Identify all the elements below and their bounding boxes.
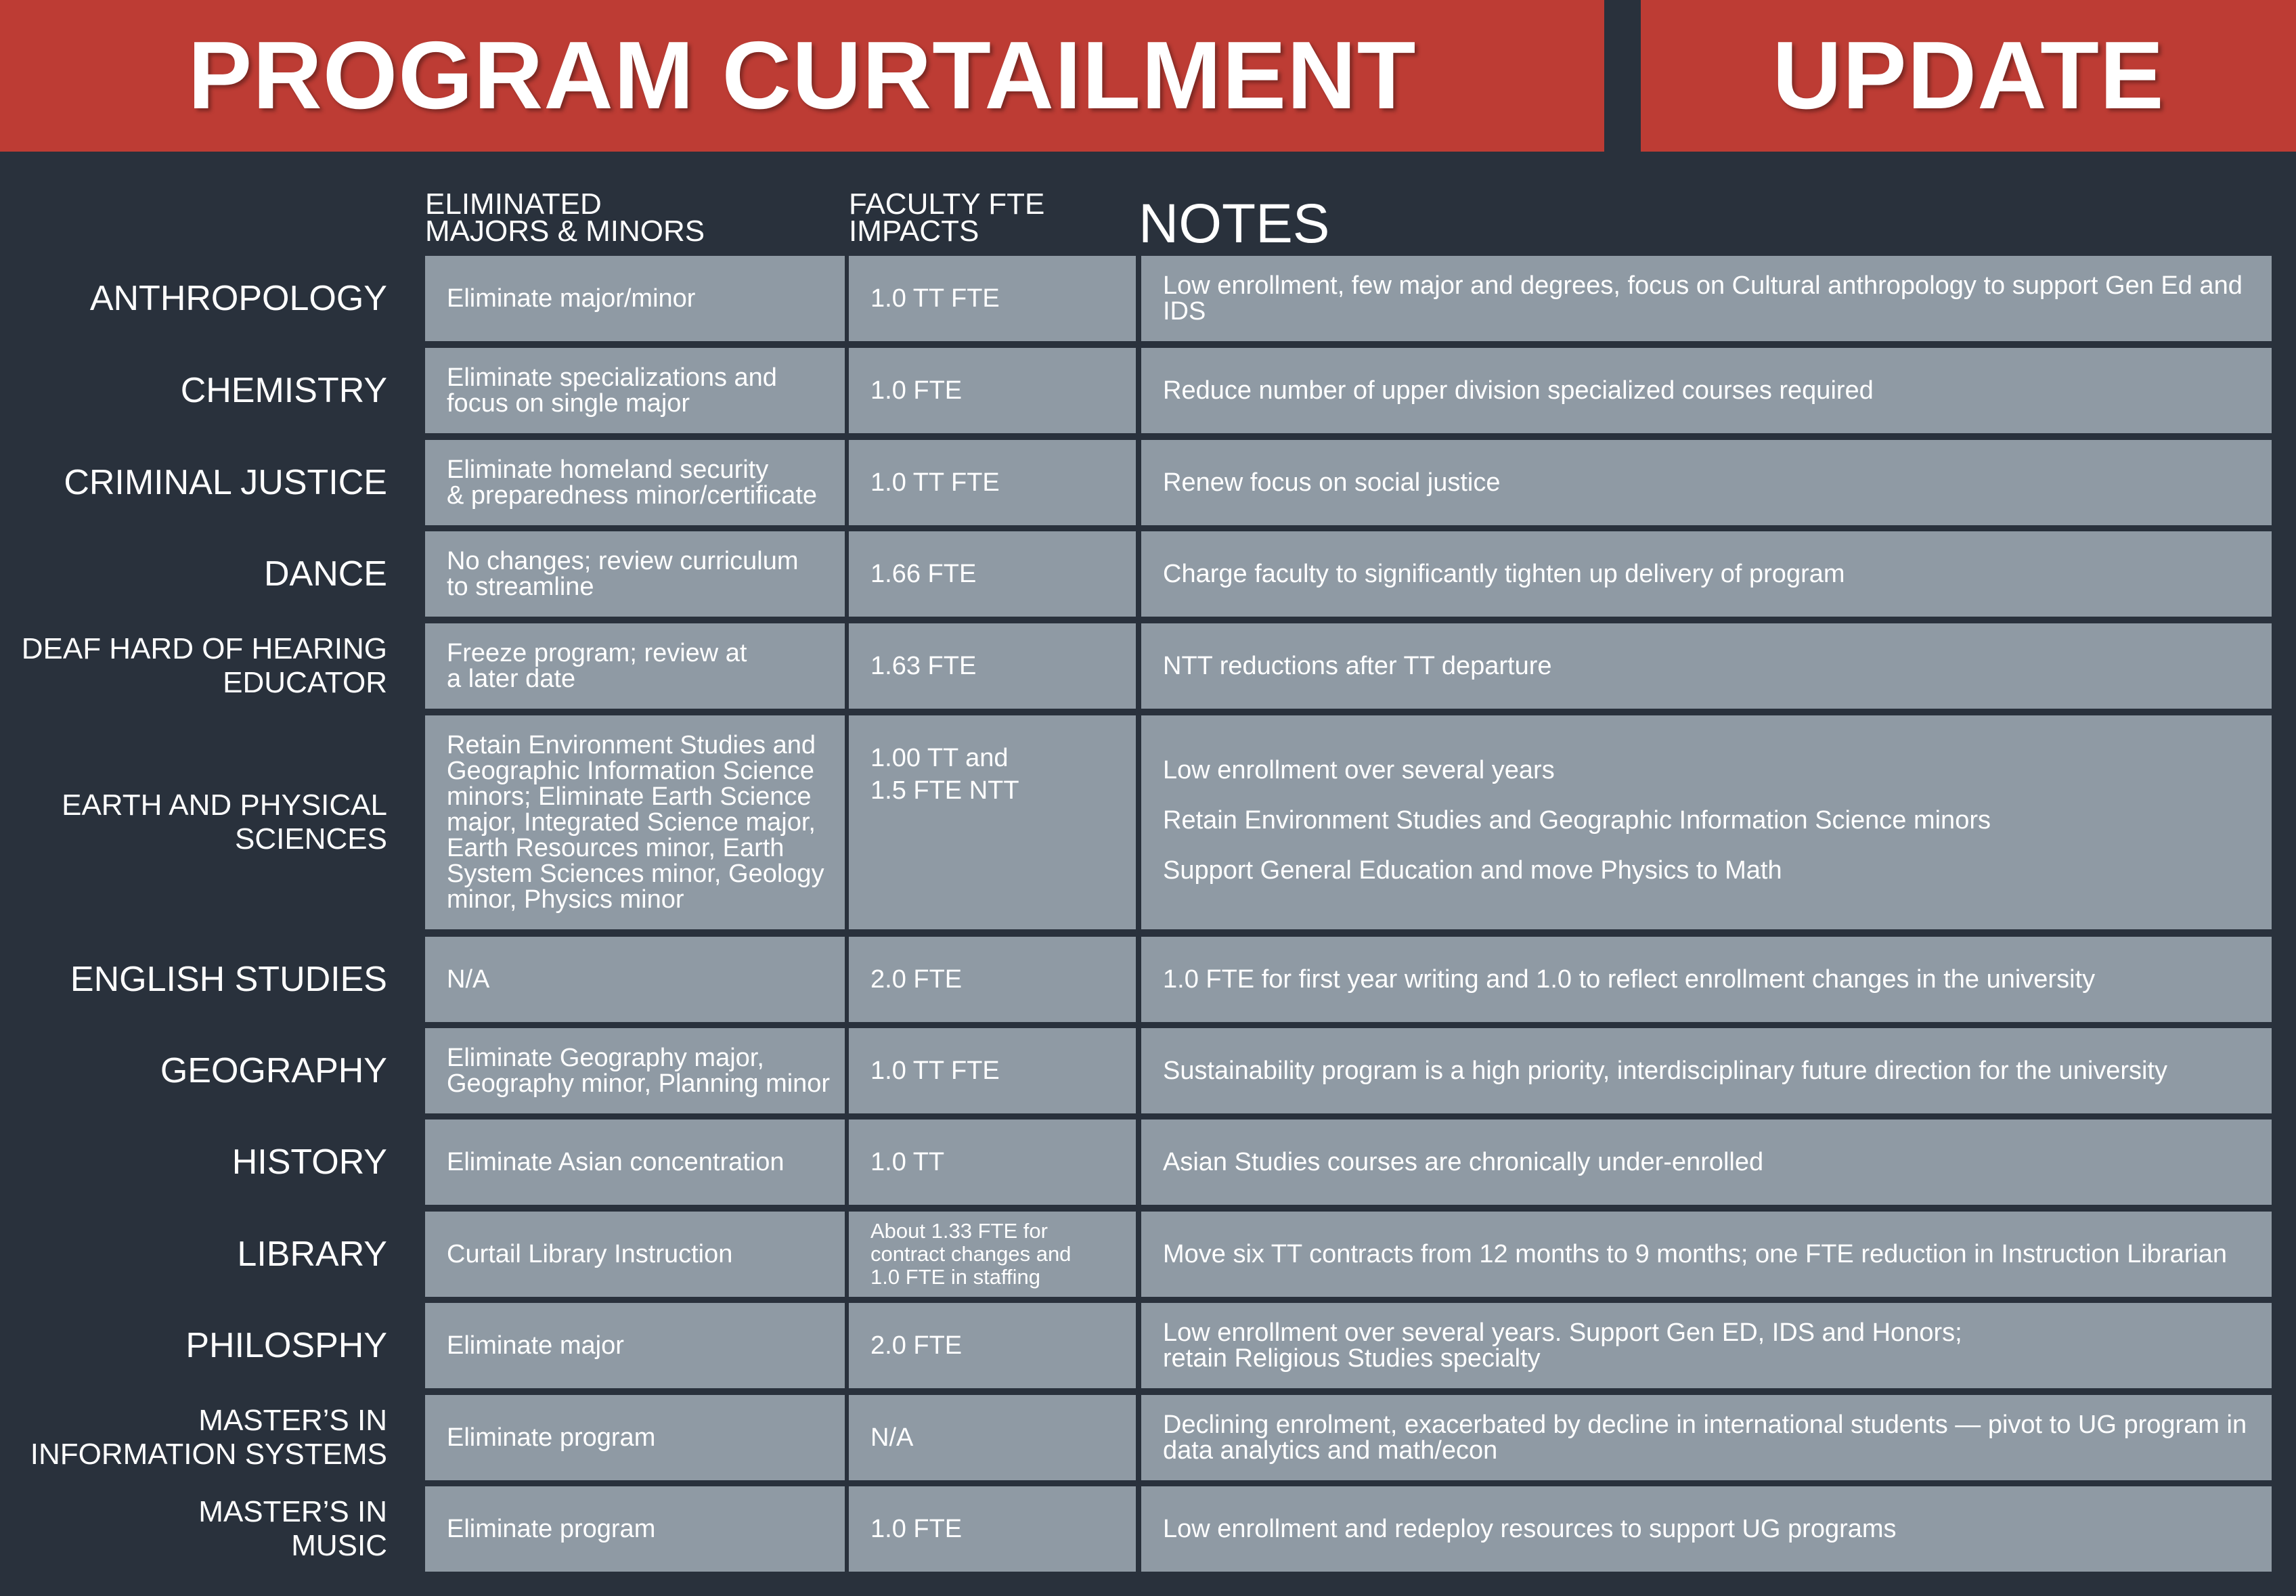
notes-text-line: Asian Studies courses are chronically under-enrolled [1163, 1148, 1764, 1176]
row-program-label [0, 1395, 387, 1480]
program-name-line: GEOGRAPHY [160, 1051, 387, 1090]
eliminated-text-line: Geographic Information Science [447, 757, 814, 785]
eliminated-text-line: minor, Physics minor [447, 885, 684, 914]
eliminated-text-line: Retain Environment Studies and [447, 731, 816, 759]
notes-cell [1141, 1395, 2272, 1480]
notes-text-line: Reduce number of upper division specialized courses required [1163, 376, 1874, 405]
eliminated-cell [425, 256, 845, 341]
column-header-fte: FACULTY FTE IMPACTS [849, 187, 1045, 248]
eliminated-text-line: Eliminate major [447, 1331, 624, 1360]
eliminated-text-line: Geography minor, Planning minor [447, 1069, 831, 1098]
program-name-line: PHILOSPHY [185, 1326, 387, 1365]
row-program-label [0, 1486, 387, 1572]
eliminated-text-line: major, Integrated Science major, [447, 808, 816, 837]
fte-text-line: 1.0 FTE [870, 376, 963, 405]
fte-text-line: 1.0 FTE in staffing [870, 1265, 1040, 1289]
program-name-line: EDUCATOR [223, 666, 387, 699]
notes-cell [1141, 1120, 2272, 1205]
eliminated-text-line: N/A [447, 965, 490, 994]
row-program-label [0, 531, 387, 617]
notes-cell [1141, 1212, 2272, 1297]
eliminated-cell [425, 440, 845, 525]
title-banner [0, 0, 1604, 152]
eliminated-cell [425, 1303, 845, 1388]
notes-text-line: Declining enrolment, exacerbated by decline in international students — pivot to UG program in [1163, 1411, 2247, 1439]
notes-cell [1141, 715, 2272, 929]
notes-cell [1141, 440, 2272, 525]
eliminated-text-line: to streamline [447, 573, 594, 601]
notes-cell [1141, 623, 2272, 709]
fte-cell [849, 1120, 1136, 1205]
fte-cell [849, 1212, 1136, 1297]
notes-text-line: Low enrollment over several years [1163, 756, 1555, 784]
eliminated-text-line: focus on single major [447, 389, 690, 418]
fte-cell [849, 348, 1136, 433]
fte-text-line: 1.0 TT FTE [870, 468, 1000, 497]
program-name-line: MASTER’S IN [198, 1495, 387, 1528]
fte-text-line: 1.00 TT and [870, 744, 1009, 772]
eliminated-cell [425, 1486, 845, 1572]
program-name-line: CRIMINAL JUSTICE [64, 463, 387, 502]
program-name-line: ANTHROPOLOGY [89, 279, 387, 318]
fte-text-line: 1.0 TT FTE [870, 1057, 1000, 1085]
notes-cell [1141, 1028, 2272, 1113]
eliminated-text-line: Eliminate program [447, 1515, 656, 1543]
eliminated-text-line: Eliminate Asian concentration [447, 1148, 785, 1176]
notes-text-line: Move six TT contracts from 12 months to 9 months; one FTE reduction in Instruction Librarian [1163, 1240, 2228, 1268]
eliminated-text-line: a later date [447, 665, 576, 693]
fte-text-line: 1.0 TT [870, 1148, 945, 1176]
row-program-label [0, 715, 387, 929]
notes-text-line: 1.0 FTE for first year writing and 1.0 to reflect enrollment changes in the university [1163, 965, 2096, 994]
program-name-line: SCIENCES [235, 822, 387, 856]
fte-cell [849, 256, 1136, 341]
program-name-line: LIBRARY [237, 1235, 387, 1274]
program-name-line: DANCE [263, 554, 387, 594]
row-program-label [0, 1120, 387, 1205]
notes-text-line: Low enrollment, few major and degrees, focus on Cultural anthropology to support Gen Ed and IDS [1163, 271, 2243, 326]
notes-cell [1141, 1303, 2272, 1388]
program-name-line: CHEMISTRY [180, 371, 387, 410]
fte-text-line: N/A [870, 1423, 914, 1452]
program-name-line: HISTORY [231, 1143, 387, 1182]
fte-text-line: 2.0 FTE [870, 1331, 963, 1360]
eliminated-text-line: System Sciences minor, Geology [447, 860, 824, 888]
fte-text-line: 1.0 TT FTE [870, 284, 1000, 313]
program-name-line: MASTER’S IN [198, 1404, 387, 1437]
eliminated-text-line: Eliminate program [447, 1423, 656, 1452]
eliminated-text-line: Eliminate homeland security [447, 456, 769, 484]
fte-text-line: 1.0 FTE [870, 1515, 963, 1543]
fte-text-line: 1.66 FTE [870, 560, 977, 588]
notes-text-line: Low enrollment over several years. Support Gen ED, IDS and Honors; [1163, 1318, 1962, 1347]
fte-cell [849, 440, 1136, 525]
fte-text-line: About 1.33 FTE for [870, 1219, 1048, 1243]
fte-text-line: 1.63 FTE [870, 652, 977, 680]
row-program-label [0, 623, 387, 709]
program-name-line: INFORMATION SYSTEMS [30, 1438, 387, 1471]
notes-cell [1141, 531, 2272, 617]
page-title: PROGRAM CURTAILMENT [187, 22, 1417, 129]
eliminated-text-line: Curtail Library Instruction [447, 1240, 733, 1268]
eliminated-cell [425, 348, 845, 433]
program-name-line: EARTH AND PHYSICAL [62, 789, 387, 822]
eliminated-cell [425, 1395, 845, 1480]
fte-cell [849, 1028, 1136, 1113]
notes-text-line: Low enrollment and redeploy resources to support UG programs [1163, 1515, 1897, 1543]
eliminated-cell [425, 531, 845, 617]
fte-text-line: 2.0 FTE [870, 965, 963, 994]
notes-text-line: retain Religious Studies specialty [1163, 1344, 1541, 1373]
eliminated-text-line: Eliminate specializations and [447, 363, 777, 392]
row-program-label [0, 1028, 387, 1113]
update-banner [1641, 0, 2296, 152]
eliminated-text-line: & preparedness minor/certificate [447, 481, 818, 510]
notes-text-line: NTT reductions after TT departure [1163, 652, 1552, 680]
column-header-notes: NOTES [1139, 193, 1330, 254]
notes-text-line: Retain Environment Studies and Geographic Information Science minors [1163, 806, 1991, 835]
eliminated-cell [425, 1120, 845, 1205]
eliminated-text-line: Earth Resources minor, Earth [447, 834, 785, 862]
column-header-eliminated: ELIMINATED MAJORS & MINORS [425, 187, 705, 248]
fte-cell [849, 623, 1136, 709]
fte-text-line: contract changes and [870, 1242, 1072, 1266]
notes-text-line: Support General Education and move Physics to Math [1163, 856, 1782, 885]
notes-cell [1141, 937, 2272, 1022]
row-program-label [0, 256, 387, 341]
program-name-line: DEAF HARD OF HEARING [21, 632, 387, 665]
eliminated-cell [425, 1028, 845, 1113]
fte-cell [849, 1395, 1136, 1480]
eliminated-text-line: No changes; review curriculum [447, 547, 799, 575]
update-label: UPDATE [1772, 22, 2165, 129]
row-program-label [0, 1303, 387, 1388]
row-program-label [0, 1212, 387, 1297]
program-name-line: ENGLISH STUDIES [70, 960, 387, 999]
program-name-line: MUSIC [291, 1529, 387, 1562]
eliminated-text-line: Freeze program; review at [447, 639, 747, 667]
fte-cell [849, 937, 1136, 1022]
notes-text-line: Sustainability program is a high priority, interdisciplinary future direction for the university [1163, 1057, 2168, 1085]
fte-cell [849, 1303, 1136, 1388]
notes-text-line: Renew focus on social justice [1163, 468, 1501, 497]
eliminated-cell [425, 937, 845, 1022]
notes-text-line: data analytics and math/econ [1163, 1436, 1498, 1465]
fte-cell [849, 715, 1136, 929]
eliminated-text-line: minors; Eliminate Earth Science [447, 782, 812, 811]
row-program-label [0, 937, 387, 1022]
fte-cell [849, 531, 1136, 617]
notes-text-line: Charge faculty to significantly tighten up delivery of program [1163, 560, 1845, 588]
row-program-label [0, 440, 387, 525]
notes-cell [1141, 348, 2272, 433]
eliminated-cell [425, 623, 845, 709]
fte-text-line: 1.5 FTE NTT [870, 776, 1019, 805]
eliminated-text-line: Eliminate major/minor [447, 284, 696, 313]
notes-cell [1141, 1486, 2272, 1572]
notes-cell [1141, 256, 2272, 341]
eliminated-text-line: Eliminate Geography major, [447, 1044, 764, 1072]
row-program-label [0, 348, 387, 433]
eliminated-cell [425, 715, 845, 929]
eliminated-cell [425, 1212, 845, 1297]
fte-cell [849, 1486, 1136, 1572]
